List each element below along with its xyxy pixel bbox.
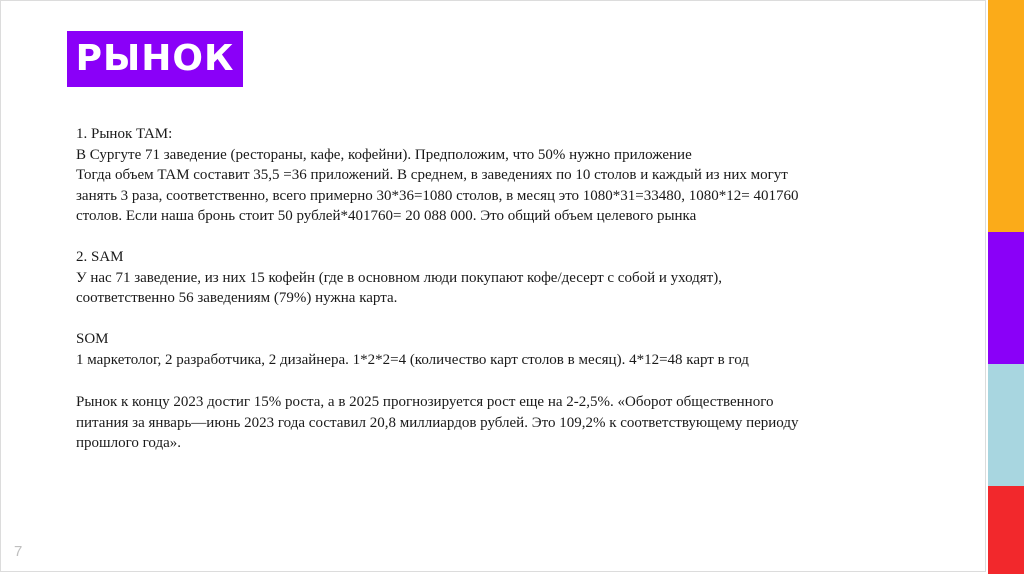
slide-title: РЫНОК xyxy=(67,31,243,87)
sam-line: У нас 71 заведение, из них 15 кофейн (где в основном люди покупают кофе/десерт с собой и уходят), xyxy=(76,269,722,286)
tam-line: столов. Если наша бронь стоит 50 рублей*401760= 20 088 000. Это общий объем целевого рынка xyxy=(76,208,697,224)
sam-line: соответственно 56 заведениям (79%) нужна карта. xyxy=(76,290,398,306)
sam-heading: 2. SAM xyxy=(76,249,124,265)
slide-body xyxy=(76,124,936,370)
som-line: 1 маркетолог, 2 разработчика, 2 дизайнера. 1*2*2=4 (количество карт столов в месяц). 4*12=48 карт в год xyxy=(76,351,749,368)
tam-line: Тогда объем TAM составит 35,5 =36 приложений. В среднем, в заведениях по 10 столов и каждый из них могут xyxy=(76,167,788,183)
tam-heading: 1. Рынок TAM: xyxy=(76,126,173,142)
decor-stripe-purple xyxy=(988,232,1024,364)
spacer xyxy=(76,227,936,248)
tam-line: В Сургуте 71 заведение (рестораны, кафе, кофейни). Предположим, что 50% нужно приложение xyxy=(76,146,692,163)
tam-line: занять 3 раза, соответственно, всего примерно 30*36=1080 столов, в месяц это 1080*31=33480, 1080*12= 401760 xyxy=(76,187,799,204)
market-growth-line: прошлого года». xyxy=(76,435,181,451)
decor-stripe-light-blue xyxy=(988,364,1024,486)
som-heading: SOM xyxy=(76,331,109,347)
decor-stripe-orange xyxy=(988,0,1024,232)
market-growth-line: питания за январь—июнь 2023 года составил 20,8 миллиардов рублей. Это 109,2% к соответствующему периоду xyxy=(76,414,799,431)
decor-stripe-red xyxy=(988,486,1024,574)
market-growth-paragraph xyxy=(76,392,936,454)
market-growth-line: Рынок к концу 2023 достиг 15% роста, а в 2025 прогнозируется рост еще на 2-2,5%. «Оборот общественного xyxy=(76,394,774,410)
spacer xyxy=(76,309,936,330)
page-number: 7 xyxy=(14,543,23,560)
